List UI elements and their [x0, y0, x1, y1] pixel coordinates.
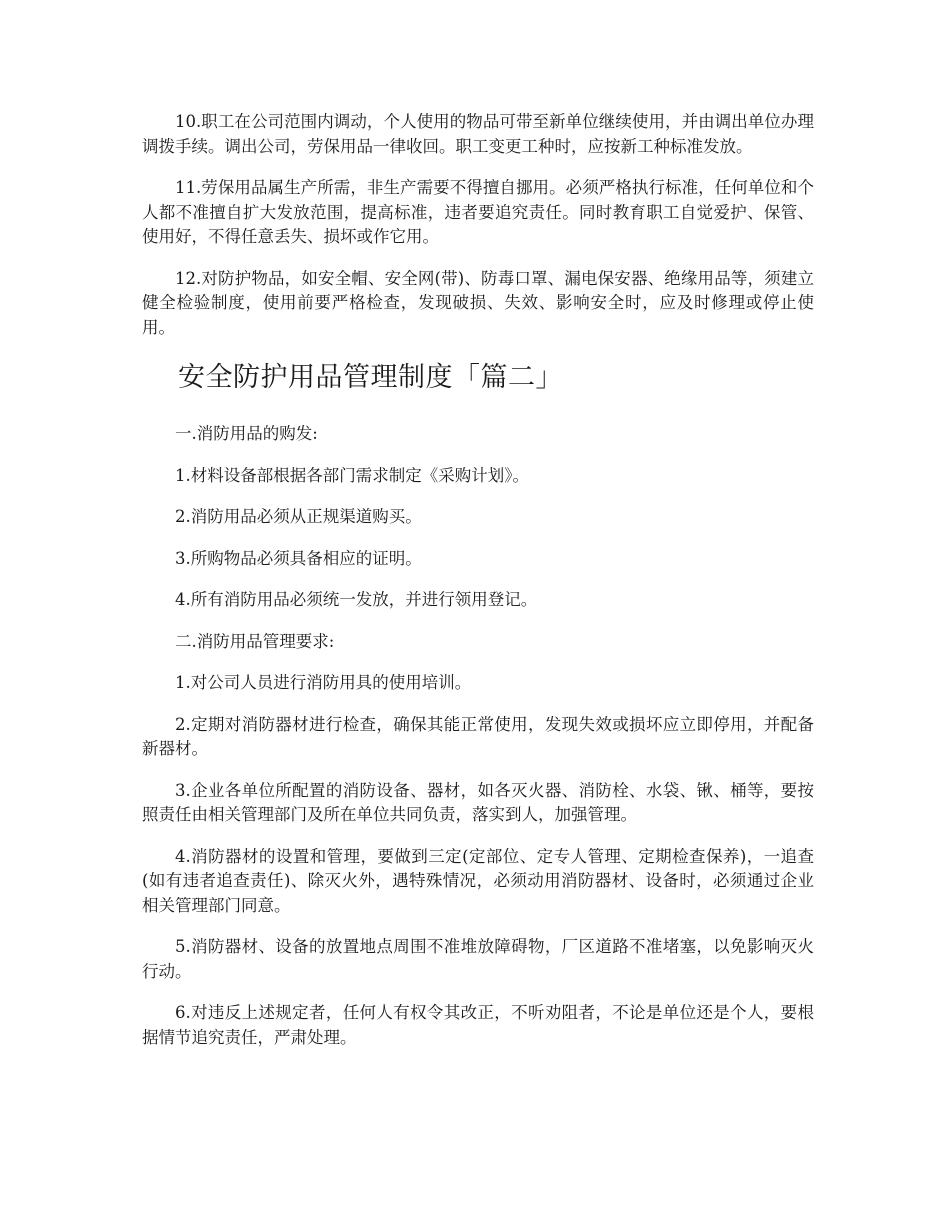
paragraph-11: 11.劳保用品属生产所需，非生产需要不得擅自挪用。必须严格执行标准，任何单位和个人都不准擅自扩大发放范围，提高标准，违者要追究责任。同时教育职工自觉爱护、保管、使用好，不得任意丢失、损坏或作它用。: [142, 178, 814, 246]
list-item: 4.消防器材的设置和管理，要做到三定(定部位、定专人管理、定期检查保养)，一追查(如有违者追查责任)、除灭火外，遇特殊情况，必须动用消防器材、设备时，必须通过企业相关管理部门同意。: [142, 846, 814, 915]
paragraph-12: 12.对防护物品，如安全帽、安全网(带)、防毒口罩、漏电保安器、绝缘用品等，须建立健全检验制度，使用前要严格检查，发现破损、失效、影响安全时，应及时修理或停止使用。: [142, 268, 814, 337]
list-item: 1.对公司人员进行消防用具的使用培训。: [175, 673, 472, 692]
list-item: 3.企业各单位所配置的消防设备、器材，如各灭火器、消防栓、水袋、锹、桶等，要按照责任由相关管理部门及所在单位共同负责，落实到人，加强管理。: [142, 780, 814, 824]
list-item: 6.对违反上述规定者，任何人有权令其改正，不听劝阻者，不论是单位还是个人，要根据情节追究责任，严肃处理。: [142, 1003, 814, 1047]
list-item: 1.材料设备部根据各部门需求制定《采购计划》。: [175, 465, 529, 485]
paragraph-10: 10.职工在公司范围内调动，个人使用的物品可带至新单位继续使用，并由调出单位办理调拨手续。调出公司，劳保用品一律收回。职工变更工种时，应按新工种标准发放。: [142, 112, 814, 156]
subsection-title-management: 二.消防用品管理要求:: [175, 631, 335, 651]
list-item: 2.消防用品必须从正规渠道购买。: [175, 507, 422, 526]
list-item: 3.所购物品必须具备相应的证明。: [175, 548, 422, 568]
document-page: [142, 110, 814, 1067]
list-item: 4.所有消防用品必须统一发放，并进行领用登记。: [175, 590, 538, 609]
list-item: 2.定期对消防器材进行检查，确保其能正常使用，发现失效或损坏应立即停用，并配备新器材。: [142, 714, 814, 758]
list-item: 5.消防器材、设备的放置地点周围不准堆放障碍物，厂区道路不准堵塞，以免影响灭火行动。: [142, 937, 814, 981]
section-heading: 安全防护用品管理制度「篇二」: [178, 362, 563, 393]
subsection-title-purchase: 一.消防用品的购发:: [175, 424, 318, 443]
section-body: [142, 422, 814, 1050]
